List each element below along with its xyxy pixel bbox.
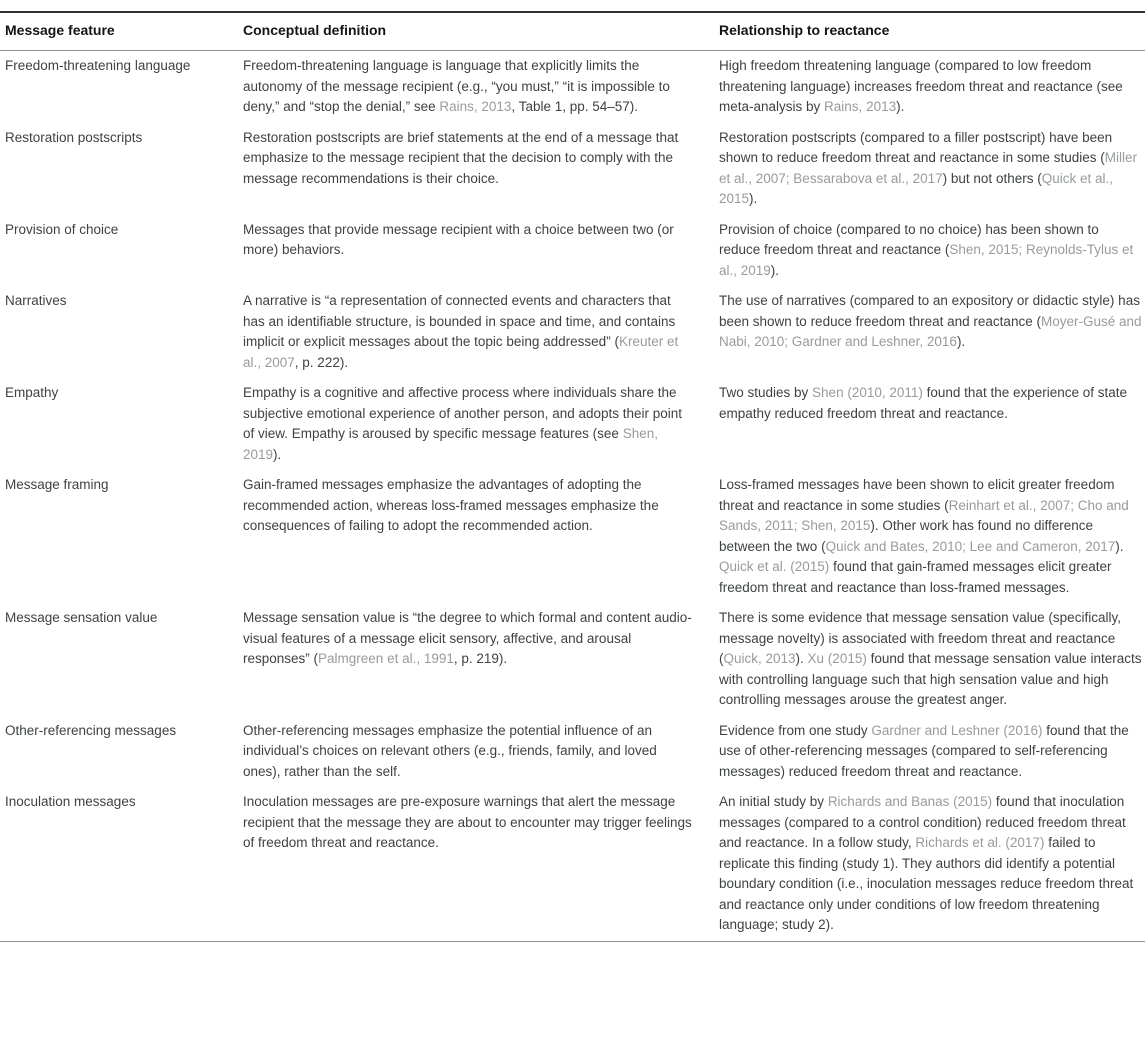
relationship-cell bbox=[719, 787, 1145, 941]
citation-link[interactable]: Shen (2010, 2011) bbox=[812, 385, 923, 400]
text-segment: ). bbox=[273, 446, 282, 462]
citation-link[interactable]: Rains, 2013 bbox=[439, 99, 512, 114]
text-segment: ). bbox=[1115, 538, 1124, 554]
text-segment: Inoculation messages are pre-exposure warnings that alert the message recipient that the message they are about to encounter may trigger feelings of freedom threat and reactance. bbox=[243, 794, 692, 850]
text-segment: ). bbox=[956, 334, 966, 349]
citation-link[interactable]: Quick et al. (2015) bbox=[719, 559, 830, 574]
relationship-cell bbox=[719, 470, 1145, 603]
definition-cell bbox=[243, 787, 719, 941]
text-segment: ). bbox=[770, 262, 780, 278]
text-segment: ). bbox=[896, 99, 905, 114]
table-body bbox=[0, 51, 1145, 942]
table-row bbox=[0, 51, 1145, 123]
citation-link[interactable]: Richards and Banas (2015) bbox=[827, 794, 993, 809]
feature-cell: Other-referencing messages bbox=[5, 722, 177, 738]
citation-link[interactable]: Kreuter et al., 2007 bbox=[243, 334, 679, 370]
text-segment: Other-referencing messages emphasize the potential influence of an individual’s choices on relevant others (e.g., friends, family, and loved ones), rather than the self. bbox=[243, 722, 657, 779]
relationship-cell bbox=[719, 123, 1145, 215]
feature-cell: Empathy bbox=[5, 385, 59, 400]
text-segment: ). bbox=[749, 191, 758, 206]
text-segment: An initial study by bbox=[719, 794, 828, 809]
text-segment: Restoration postscripts (compared to a filler postscript) have been shown to reduce freedom threat and reactance in some studies ( bbox=[719, 129, 1113, 165]
table-row bbox=[0, 378, 1145, 470]
text-segment: found that inoculation messages (compared to a control condition) reduced freedom threat and reactance. In a follow study, bbox=[719, 794, 1126, 850]
text-segment: Messages that provide message recipient with a choice between two (or more) behaviors. bbox=[243, 221, 674, 257]
text-segment: , Table 1, pp. 54–57). bbox=[511, 99, 639, 114]
citation-link[interactable]: Reinhart et al., 2007; Cho and Sands, 2011; Shen, 2015 bbox=[719, 497, 1129, 533]
text-segment: High freedom threatening language (compared to low freedom threatening language) increases freedom threat and reactance (see meta-analysis by bbox=[719, 58, 1123, 114]
text-segment: found that the use of other-referencing messages (compared to self-referencing messages) reduced freedom threat and reactance. bbox=[719, 722, 1129, 779]
citation-link[interactable]: Xu (2015) bbox=[807, 651, 867, 666]
feature-cell: Narratives bbox=[5, 293, 67, 308]
relationship-cell bbox=[719, 51, 1145, 123]
text-segment: , p. 222). bbox=[294, 354, 349, 370]
table-row bbox=[0, 787, 1145, 941]
text-segment: Loss-framed messages have been shown to elicit greater freedom threat and reactance in some studies ( bbox=[719, 477, 1115, 513]
citation-link[interactable]: Moyer-Gusé and Nabi, 2010; Gardner and Leshner, 2016 bbox=[719, 313, 1142, 349]
citation-link[interactable]: Rains, 2013 bbox=[824, 99, 897, 114]
text-segment: The use of narratives (compared to an expository or didactic style) has been shown to reduce freedom threat and reactance ( bbox=[719, 293, 1140, 329]
table-row bbox=[0, 716, 1145, 788]
definition-cell bbox=[243, 716, 719, 788]
text-segment: found that gain-framed messages elicit greater freedom threat and reactance than loss-framed messages. bbox=[719, 559, 1112, 595]
text-segment: failed to replicate this finding (study 1). They authors did identify a potential boundary condition (i.e., inoculation messages reduce freedom threat and reactance only under conditions of low freedom threatening language; study 2). bbox=[719, 835, 1134, 932]
feature-cell: Freedom-threatening language bbox=[5, 58, 191, 73]
table-row bbox=[0, 286, 1145, 378]
citation-link[interactable]: Shen, 2015; Reynolds-Tylus et al., 2019 bbox=[719, 242, 1134, 278]
citation-link[interactable]: Quick and Bates, 2010; Lee and Cameron, 2017 bbox=[825, 538, 1116, 554]
text-segment: ). Other work has found no difference between the two ( bbox=[719, 518, 1093, 554]
table-row bbox=[0, 123, 1145, 215]
text-segment: Empathy is a cognitive and affective process where individuals share the subjective emotional experience of another person, and adopts their point of view. Empathy is aroused by specific message features (see bbox=[243, 385, 683, 441]
column-header-relationship-to-reactance: Relationship to reactance bbox=[719, 12, 1145, 51]
header-row bbox=[0, 12, 1145, 51]
text-segment: found that the experience of state empathy reduced freedom threat and reactance. bbox=[719, 385, 1128, 421]
citation-link[interactable]: Quick, 2013 bbox=[723, 651, 796, 666]
text-segment: Message sensation value is “the degree to which formal and content audio-visual features of a message elicit sensory, affective, and arousal responses” ( bbox=[243, 610, 692, 666]
feature-cell: Message framing bbox=[5, 477, 109, 492]
text-segment: Restoration postscripts are brief statements at the end of a message that emphasize to the message recipient that the decision to comply with the message recommendations is their choice. bbox=[243, 129, 679, 186]
column-header-message-feature: Message feature bbox=[0, 12, 243, 51]
text-segment: Evidence from one study bbox=[719, 722, 872, 738]
text-segment: , p. 219). bbox=[453, 651, 508, 666]
citation-link[interactable]: Palmgreen et al., 1991 bbox=[318, 651, 454, 666]
relationship-cell bbox=[719, 215, 1145, 287]
column-header-conceptual-definition: Conceptual definition bbox=[243, 12, 719, 51]
feature-cell: Message sensation value bbox=[5, 610, 158, 625]
relationship-cell bbox=[719, 286, 1145, 378]
relationship-cell bbox=[719, 716, 1145, 788]
relationship-cell bbox=[719, 603, 1145, 716]
feature-cell: Provision of choice bbox=[5, 221, 119, 237]
definition-cell bbox=[243, 378, 719, 470]
definition-cell bbox=[243, 51, 719, 123]
feature-cell: Restoration postscripts bbox=[5, 129, 143, 145]
definition-cell bbox=[243, 470, 719, 603]
citation-link[interactable]: Gardner and Leshner (2016) bbox=[871, 722, 1043, 738]
text-segment: ). bbox=[795, 651, 808, 666]
feature-cell: Inoculation messages bbox=[5, 794, 136, 809]
citation-link[interactable]: Quick et al., 2015 bbox=[719, 170, 1113, 206]
citation-link[interactable]: Miller et al., 2007; Bessarabova et al., 2017 bbox=[719, 150, 1137, 186]
text-segment: Two studies by bbox=[719, 385, 813, 400]
table-row bbox=[0, 215, 1145, 287]
citation-link[interactable]: Richards et al. (2017) bbox=[915, 835, 1045, 850]
table-row bbox=[0, 470, 1145, 603]
text-segment: ) but not others ( bbox=[942, 170, 1042, 186]
text-segment: found that message sensation value interacts with controlling language such that high sensation value and high controlling messages arouse the greatest anger. bbox=[719, 651, 1142, 707]
citation-link[interactable]: Shen, 2019 bbox=[243, 426, 658, 462]
text-segment: Provision of choice (compared to no choice) has been shown to reduce freedom threat and reactance ( bbox=[719, 221, 1099, 257]
message-features-table bbox=[0, 11, 1145, 942]
definition-cell bbox=[243, 215, 719, 287]
table-row bbox=[0, 603, 1145, 716]
text-segment: There is some evidence that message sensation value (specifically, message novelty) is associated with freedom threat and reactance ( bbox=[719, 610, 1121, 666]
text-segment: A narrative is “a representation of connected events and characters that has an identifiable structure, is bounded in space and time, and contains implicit or explicit messages about the topic being addressed” ( bbox=[243, 293, 676, 349]
definition-cell bbox=[243, 123, 719, 215]
text-segment: Freedom-threatening language is language that explicitly limits the autonomy of the message recipient (e.g., “you must,” “it is impossible to deny,” and “stop the denial,” see bbox=[243, 58, 670, 114]
text-segment: Gain-framed messages emphasize the advantages of adopting the recommended action, whereas loss-framed messages emphasize the consequences of failing to adopt the recommended action. bbox=[243, 477, 659, 533]
relationship-cell bbox=[719, 378, 1145, 470]
definition-cell bbox=[243, 603, 719, 716]
definition-cell bbox=[243, 286, 719, 378]
